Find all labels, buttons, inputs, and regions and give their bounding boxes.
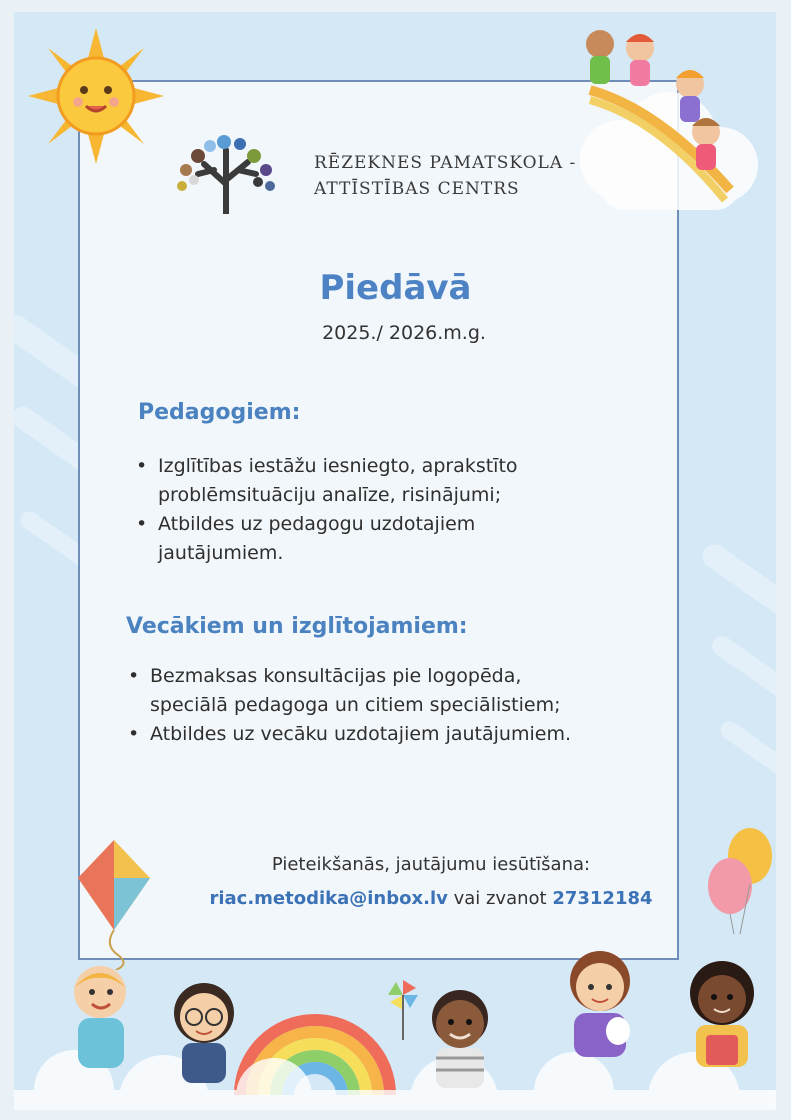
sun-icon xyxy=(28,28,164,164)
child-illustration-icon xyxy=(672,955,772,1075)
school-year: 2025./ 2026.m.g. xyxy=(322,322,486,344)
kite-icon xyxy=(74,840,154,970)
list-item: • Bezmaksas konsultācijas pie logopēda, speciālā pedagoga un citiem speciālistiem; xyxy=(126,662,571,720)
child-illustration-icon xyxy=(410,982,510,1092)
section-heading-parents: Vecākiem un izglītojamiem: xyxy=(126,614,468,639)
tree-hands-logo-icon xyxy=(168,128,284,214)
contact-phone[interactable]: 27312184 xyxy=(552,888,653,909)
child-illustration-icon xyxy=(578,22,748,192)
child-illustration-icon xyxy=(160,975,250,1085)
child-illustration-icon xyxy=(548,945,648,1065)
contact-middle-text: vai zvanot xyxy=(447,888,553,909)
list-item: • Atbildes uz vecāku uzdotajiem jautājumiem. xyxy=(126,720,571,749)
section-heading-teachers: Pedagogiem: xyxy=(138,400,301,425)
school-name-line1: RĒZEKNES PAMATSKOLA - xyxy=(314,153,577,173)
school-name-line2: ATTĪSTĪBAS CENTRS xyxy=(314,179,520,199)
list-item: • Atbildes uz pedagogu uzdotajiem jautājumiem. xyxy=(134,510,518,568)
teachers-list xyxy=(134,452,518,568)
parents-list xyxy=(126,662,571,749)
balloons-icon xyxy=(700,824,780,934)
contact-line: Pieteikšanās, jautājumu iesūtīšana: xyxy=(271,854,591,875)
contact-email-link[interactable]: riac.metodika@inbox.lv xyxy=(209,888,448,909)
page-title: Piedāvā xyxy=(319,268,472,308)
child-illustration-icon xyxy=(60,960,150,1080)
list-item: • Izglītības iestāžu iesniegto, aprakstīto problēmsituāciju analīze, risinājumi; xyxy=(134,452,518,510)
school-name xyxy=(314,150,576,202)
